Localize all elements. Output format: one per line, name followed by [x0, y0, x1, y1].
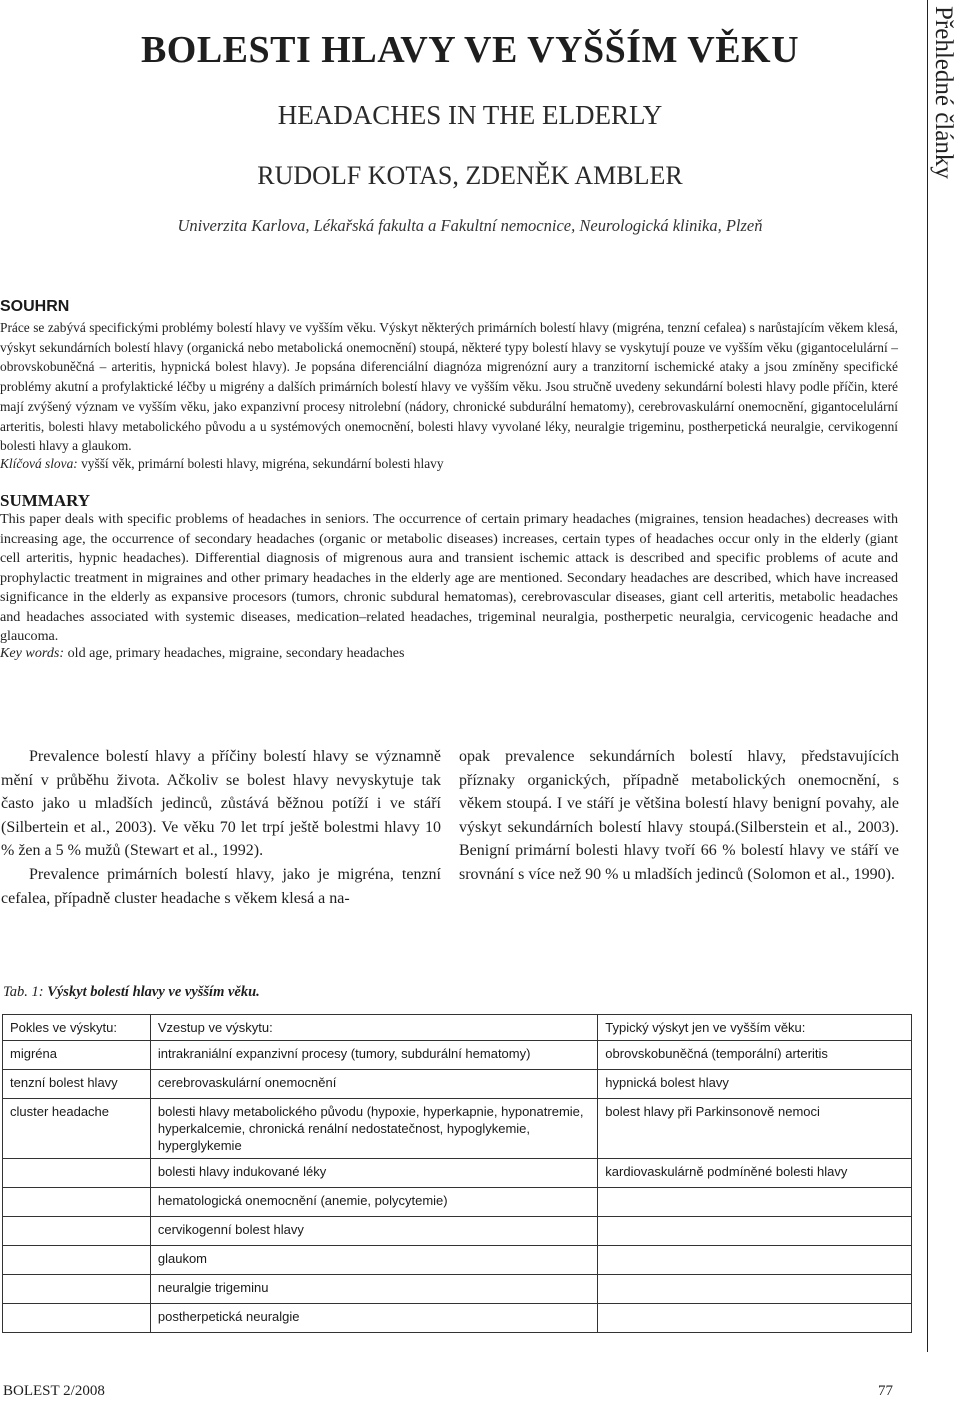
table-cell: [3, 1246, 151, 1275]
table-cell: bolesti hlavy metabolického původu (hypoxie, hyperkapnie, hyponatremie, hyperkalcemie, chronická renální nedostatečnost, hypoglykemie, hyperglykemie: [150, 1099, 597, 1159]
table-cell: [598, 1217, 912, 1246]
table-header-row: [3, 1015, 912, 1041]
souhrn-text: Práce se zabývá specifickými problémy bolestí hlavy ve vyšším věku. Výskyt některých primárních bolestí hlavy (migréna, tenzní cefalea) s narůstajícím věkem klesá, výskyt sekundárních bolestí hlavy (organická nebo metabolická onemocnění) stoupá, některé typy bolestí hlavy se vyskytují pouze ve vyšším věku (gigantocelulární – obrovskobuněčná – arteritis, hypnická bolest hlavy). Je popsána diferenciální diagnóza migrenózní aury a tranzitorní ischemické ataky a jsou zmíněny specifické problémy akutní a profylaktické léčby u migrény a dalších primárních bolestí hlavy ve vyšším věku. Jsou stručně uvedeny sekundární bolesti hlavy podle příčin, které mají zvýšený význam ve vyšším věku, jako expanzivní procesy nitrolební (nádory, chronické subdurální hematomy), cerebrovaskulární onemocnění, gigantocelulární arteritis, bolesti hlavy metabolického původu a u systémových onemocnění, bolesti hlavy vyvolané léky, neuralgie trigeminu, postherpetická neuralgie, cervikogenní bolesti hlavy a glaukom.: [0, 320, 898, 454]
table-row: [3, 1159, 912, 1188]
souhrn-heading: SOUHRN: [0, 298, 70, 315]
table-header-cell: Vzestup ve výskytu:: [150, 1015, 597, 1041]
body-paragraph: Prevalence bolestí hlavy a příčiny bolestí hlavy se významně mění v průběhu života. Ačkoliv se bolest hlavy nevyskytuje tak často jako u mladších jedinců, zůstává běžnou potíží i ve stáří (Silbertein et al., 2003). Ve věku 70 let trpí ještě bolestmi hlavy 10 % žen a 5 % mužů (Stewart et al., 1992).: [1, 748, 441, 860]
table-cell: [598, 1304, 912, 1333]
table-cell: postherpetická neuralgie: [150, 1304, 597, 1333]
incidence-table: [2, 1014, 912, 1333]
souhrn-keywords-label: Klíčová slova:: [0, 456, 78, 471]
article-title: BOLESTI HLAVY VE VYŠŠÍM VĚKU: [140, 29, 800, 71]
body-column-left: [1, 745, 441, 910]
table-row: [3, 1099, 912, 1159]
table-header-cell: Typický výskyt jen ve vyšším věku:: [598, 1015, 912, 1041]
table-cell: [3, 1217, 151, 1246]
table-header-cell: Pokles ve výskytu:: [3, 1015, 151, 1041]
table-cell: [3, 1275, 151, 1304]
summary-keywords-value: old age, primary headaches, migraine, secondary headaches: [67, 645, 405, 661]
body-paragraph: Prevalence primárních bolestí hlavy, jako je migréna, tenzní cefalea, případně cluster headache s věkem klesá a na-: [1, 865, 441, 907]
summary-text: This paper deals with specific problems of headaches in seniors. The occurrence of certain primary headaches (migraines, tension headaches) decreases with increasing age, the occurrence of secondary headaches (organic or metabolic diseases) increases, certain types of headaches occur only in the elderly (giant cell arteritis, hypnic headaches). Differential diagnosis of migrenous aura and transient ischemic attack is described and specific problems of acute and prophylactic treatment in migraines and other primary headaches in the elderly age are mentioned. Secondary headaches are described, which have increased significance in the elderly as expansive procesors (tumors, chronic subdural hematomas), cerebrovascular diseases, giant cell arteritis, metabolic headaches and headaches associated with systemic diseases, medication–related headaches, trigeminal neuralgia, postherpetic neuralgia, cervicogenic headache and glaucoma.: [0, 511, 898, 644]
summary-keywords-label: Key words:: [0, 645, 65, 661]
table-cell: cerebrovaskulární onemocnění: [150, 1070, 597, 1099]
souhrn-keywords: [0, 454, 898, 473]
table-cell: tenzní bolest hlavy: [3, 1070, 151, 1099]
table-row: [3, 1070, 912, 1099]
table-cell: [598, 1275, 912, 1304]
table-cell: [598, 1246, 912, 1275]
table-row: [3, 1188, 912, 1217]
summary-keywords: [0, 644, 898, 663]
table-cell: bolest hlavy při Parkinsonově nemoci: [598, 1099, 912, 1159]
table-row: [3, 1217, 912, 1246]
table-caption: [3, 984, 260, 1001]
table-cell: neuralgie trigeminu: [150, 1275, 597, 1304]
table-cell: cervikogenní bolest hlavy: [150, 1217, 597, 1246]
table-cell: cluster headache: [3, 1099, 151, 1159]
souhrn-keywords-value: vyšší věk, primární bolesti hlavy, migréna, sekundární bolesti hlavy: [81, 456, 444, 471]
body-paragraph: opak prevalence sekundárních bolestí hlavy, představujících příznaky organických, případně metabolických onemocnění, s věkem stoupá. I ve stáří je většina bolestí hlavy benigní povahy, ale výskyt sekundárních bolestí hlavy stoupá.(Silberstein et al., 2003). Benigní primární bolesti hlavy tvoří 66 % bolestí hlavy ve stáří ve srovnání s více než 90 % u mladších jedinců (Solomon et al., 1990).: [459, 748, 899, 883]
table-row: [3, 1275, 912, 1304]
table-row: [3, 1041, 912, 1070]
table-cell: bolesti hlavy indukované léky: [150, 1159, 597, 1188]
table-cell: obrovskobuněčná (temporální) arteritis: [598, 1041, 912, 1070]
table-cell: intrakraniální expanzivní procesy (tumory, subdurální hematomy): [150, 1041, 597, 1070]
table-caption-prefix: Tab. 1:: [3, 984, 44, 1000]
section-tab-label: Přehledné články: [930, 6, 957, 179]
table-cell: [3, 1188, 151, 1217]
table-cell: [3, 1304, 151, 1333]
table-cell: migréna: [3, 1041, 151, 1070]
article-authors: RUDOLF KOTAS, ZDENĚK AMBLER: [257, 161, 683, 190]
journal-issue: BOLEST 2/2008: [3, 1383, 105, 1399]
table-caption-title: Výskyt bolestí hlavy ve vyšším věku.: [47, 984, 260, 1000]
table-row: [3, 1304, 912, 1333]
table-cell: hypnická bolest hlavy: [598, 1070, 912, 1099]
table-row: [3, 1246, 912, 1275]
body-column-right: [459, 745, 899, 887]
author-affiliation: Univerzita Karlova, Lékařská fakulta a Fakultní nemocnice, Neurologická klinika, Plzeň: [177, 216, 763, 235]
table-cell: kardiovaskulárně podmíněné bolesti hlavy: [598, 1159, 912, 1188]
table-cell: [598, 1188, 912, 1217]
table-cell: glaukom: [150, 1246, 597, 1275]
table-cell: [3, 1159, 151, 1188]
summary-heading: SUMMARY: [0, 491, 91, 510]
page-number: 77: [878, 1383, 893, 1399]
article-subtitle: HEADACHES IN THE ELDERLY: [277, 100, 663, 130]
table-cell: hematologická onemocnění (anemie, polycytemie): [150, 1188, 597, 1217]
